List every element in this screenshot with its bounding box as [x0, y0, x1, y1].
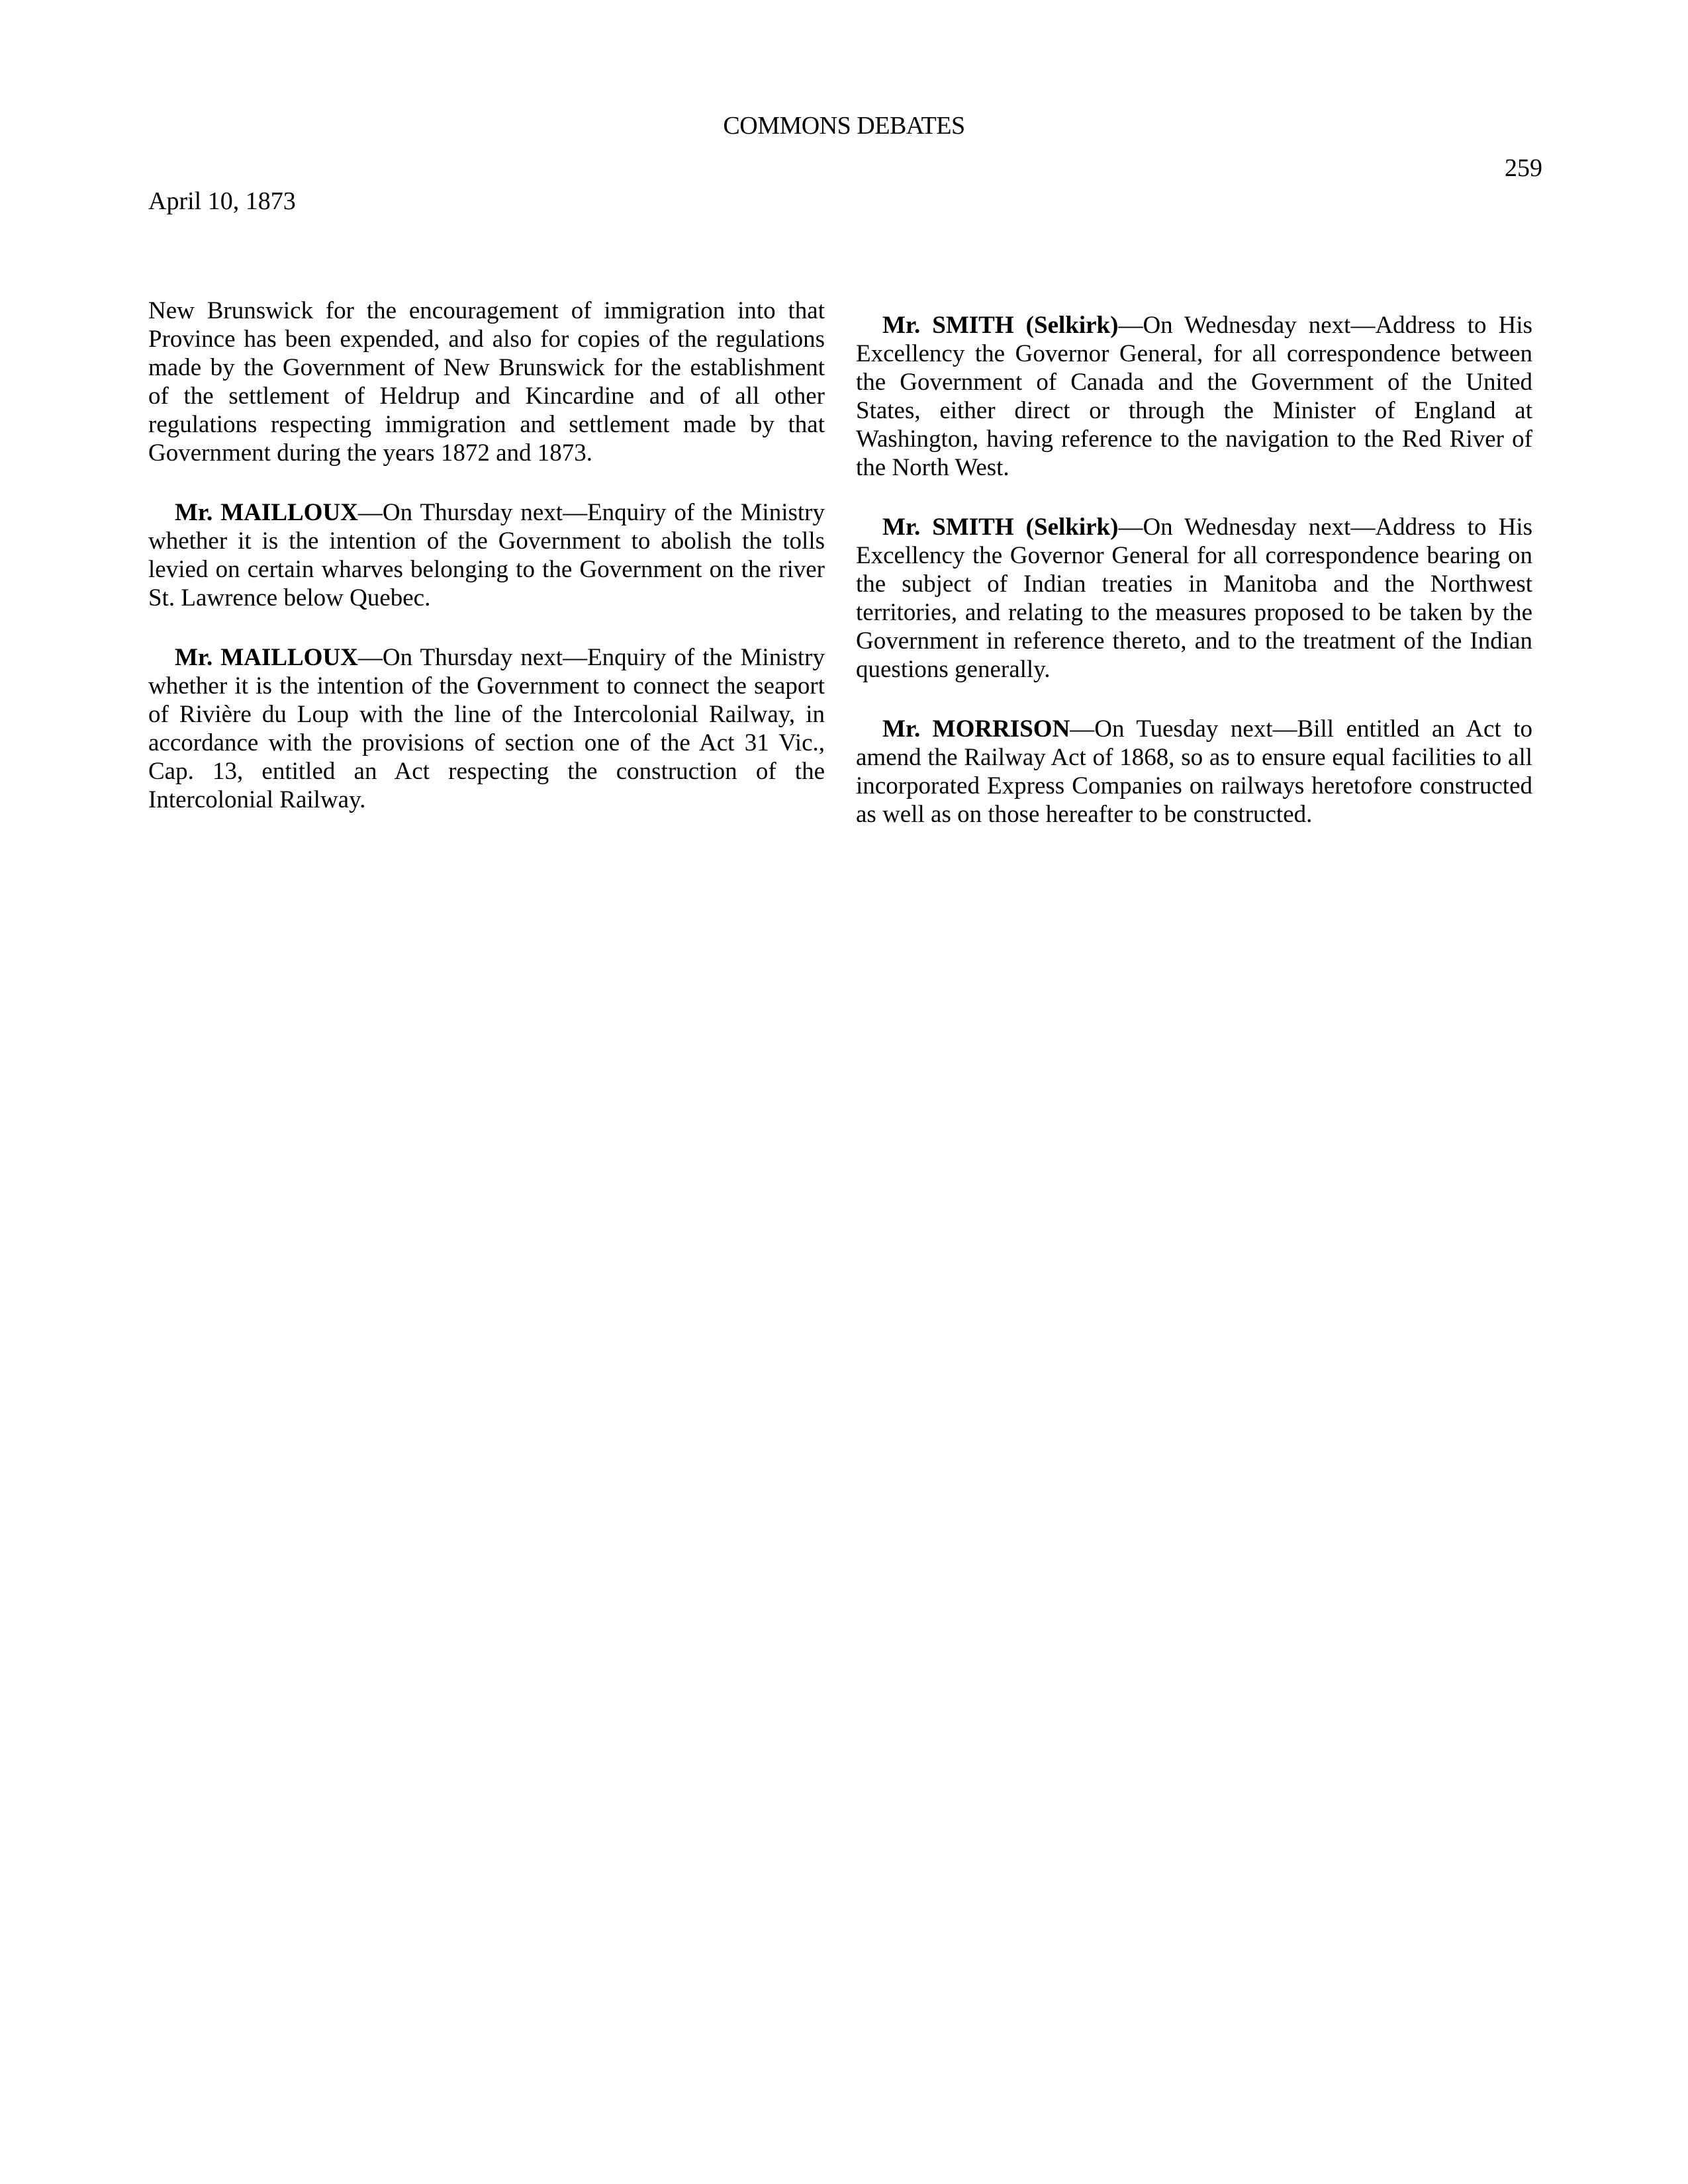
- paragraph-text: —On Tuesday next—Bill entitled an Act to amend the Railway Act of 1868, so as to ensure equal facilities to all incorporated Express Companies on railways heretofore constructed as well as on those hereafter to be constructed.: [856, 715, 1532, 828]
- right-column: [856, 311, 1532, 860]
- speaker-name: Mr. SMITH (Selkirk): [882, 312, 1119, 339]
- page-header-title: COMMONS DEBATES: [723, 112, 965, 140]
- paragraph-text: —On Wednesday next—Address to His Excellency the Governor General, for all correspondence between the Government of Canada and the Government of the United States, either direct or through the Minister of England at Washington, having reference to the navigation to the Red River of the North West.: [856, 312, 1532, 481]
- speaker-name: Mr. MORRISON: [882, 715, 1070, 743]
- notice-paragraph: [148, 498, 825, 612]
- speaker-name: Mr. SMITH (Selkirk): [882, 514, 1119, 541]
- speaker-name: Mr. MAILLOUX: [175, 644, 358, 671]
- paragraph-text: —On Wednesday next—Address to His Excellency the Governor General for all correspondence bearing on the subject of Indian treaties in Manitoba and the Northwest territories, and relating to the measures proposed to be taken by the Government in reference thereto, and to the treatment of the Indian questions generally.: [856, 514, 1532, 683]
- speaker-name: Mr. MAILLOUX: [175, 499, 358, 526]
- notice-paragraph: [856, 715, 1532, 829]
- page-date: April 10, 1873: [148, 187, 296, 215]
- paragraph-text: —On Thursday next—Enquiry of the Ministry whether it is the intention of the Government to connect the seaport of Rivière du Loup with the line of the Intercolonial Railway, in accordance with the provisions of section one of the Act 31 Vic., Cap. 13, entitled an Act respecting the construction of the Intercolonial Railway.: [148, 644, 825, 813]
- page-number: 259: [1505, 154, 1542, 182]
- paragraph-text: —On Thursday next—Enquiry of the Ministry whether it is the intention of the Government to abolish the tolls levied on certain wharves belonging to the Government on the river St. Lawrence below Quebec.: [148, 499, 825, 612]
- left-column: [148, 296, 825, 845]
- notice-paragraph: [148, 643, 825, 814]
- paragraph-continuation: [148, 296, 825, 467]
- paragraph-text: New Brunswick for the encouragement of immigration into that Province has been expended, and also for copies of the regulations made by the Government of New Brunswick for the establishment of the settlement of Heldrup and Kincardine and of all other regulations respecting immigration and settlement made by that Government during the years 1872 and 1873.: [148, 297, 825, 467]
- notice-paragraph: [856, 513, 1532, 684]
- notice-paragraph: [856, 311, 1532, 482]
